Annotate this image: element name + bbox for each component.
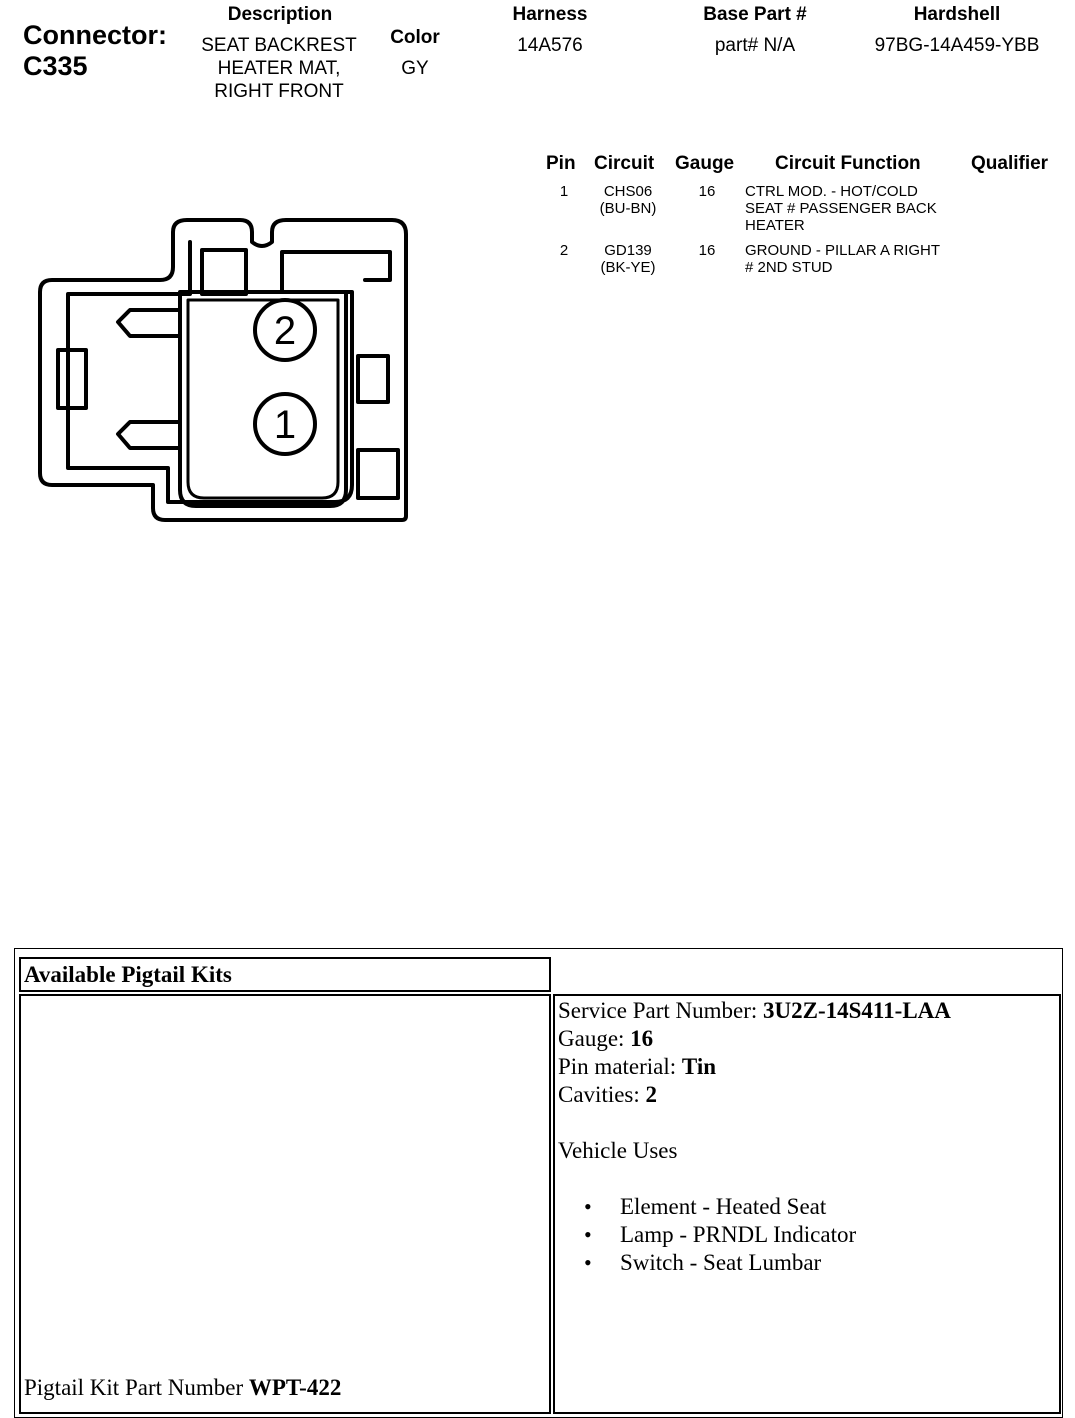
color-value: GY [401,58,429,79]
vehicle-uses-list [584,1193,1053,1277]
description-line: SEAT BACKREST [201,35,357,56]
circuit-color: (BK-YE) [600,259,656,276]
list-item: • Switch - Seat Lumbar [584,1249,1053,1277]
side-key-right-upper [358,356,388,402]
pin-col-header: Pin [546,153,576,174]
pin-material-value: Tin [681,1054,717,1079]
service-part-label: Service Part Number: [558,998,764,1023]
service-part-value: 3U2Z-14S411-LAA [763,998,951,1023]
kit-part-value: WPT-422 [248,1375,342,1400]
color-label: Color [390,27,440,48]
gauge-label: Gauge: [558,1026,631,1051]
function-line: HEATER [745,217,805,234]
cavities-line [558,1081,1053,1109]
pin-label-1: 1 [273,403,297,447]
top-notch [202,250,246,294]
service-part-line [558,997,1053,1025]
connector-id: C335 [23,51,88,81]
list-item: • Lamp - PRNDL Indicator [584,1221,1053,1249]
circuit-id: GD139 [604,242,652,259]
function-line: CTRL MOD. - HOT/COLD [745,183,918,200]
latch-tab-upper [118,310,180,336]
circuit-cell [588,242,668,276]
hardshell-label: Hardshell [913,4,1001,25]
pin-number: 2 [559,242,569,259]
harness-label: Harness [512,4,588,25]
base-part-label: Base Part # [703,4,807,25]
pigtail-details [558,997,1053,1277]
pin-number: 1 [559,183,569,200]
vehicle-uses-label: Vehicle Uses [558,1138,678,1163]
cavities-value: 2 [645,1082,658,1107]
connector-face-diagram [30,210,420,530]
gauge-value: 16 [630,1026,654,1051]
connector-label: Connector: [23,20,167,50]
hardshell-value: 97BG-14A459-YBB [874,35,1040,56]
circuit-col-header: Circuit [594,153,655,174]
pin-material-line [558,1053,1053,1081]
description-value [185,34,373,103]
side-key-right-lower [358,450,398,498]
cavities-label: Cavities: [558,1082,646,1107]
connector-body [180,292,346,506]
gauge-col-header: Gauge [675,153,735,174]
description-label: Description [227,4,333,25]
circuit-id: CHS06 [603,183,653,200]
function-line: # 2ND STUD [745,259,833,276]
latch-tab-lower [118,422,180,448]
pigtail-title: Available Pigtail Kits [24,962,232,987]
pigtail-image-cell [19,994,551,1414]
function-cell [745,183,970,234]
function-line: SEAT # PASSENGER BACK [745,200,937,217]
kit-part-label: Pigtail Kit Part Number [24,1375,249,1400]
gauge-line [558,1025,1053,1053]
gauge-cell: 16 [698,183,716,200]
circuit-cell [588,183,668,217]
connector-title [23,20,167,82]
description-line: RIGHT FRONT [214,81,344,102]
qualifier-col-header: Qualifier [971,153,1049,174]
base-part-value: part# N/A [714,35,796,56]
description-line: HEATER MAT, [217,58,341,79]
harness-value: 14A576 [517,35,583,56]
side-key-left [58,350,86,408]
circuit-color: (BU-BN) [599,200,657,217]
pin-label-2: 2 [273,309,297,353]
pin-material-label: Pin material: [558,1054,682,1079]
pigtail-kit-part-line [24,1374,341,1402]
gauge-cell: 16 [698,242,716,259]
function-line: GROUND - PILLAR A RIGHT [745,242,941,259]
pigtail-title-cell [19,957,551,992]
list-item: • Element - Heated Seat [584,1193,1053,1221]
function-cell [745,242,970,276]
function-col-header: Circuit Function [775,153,921,174]
